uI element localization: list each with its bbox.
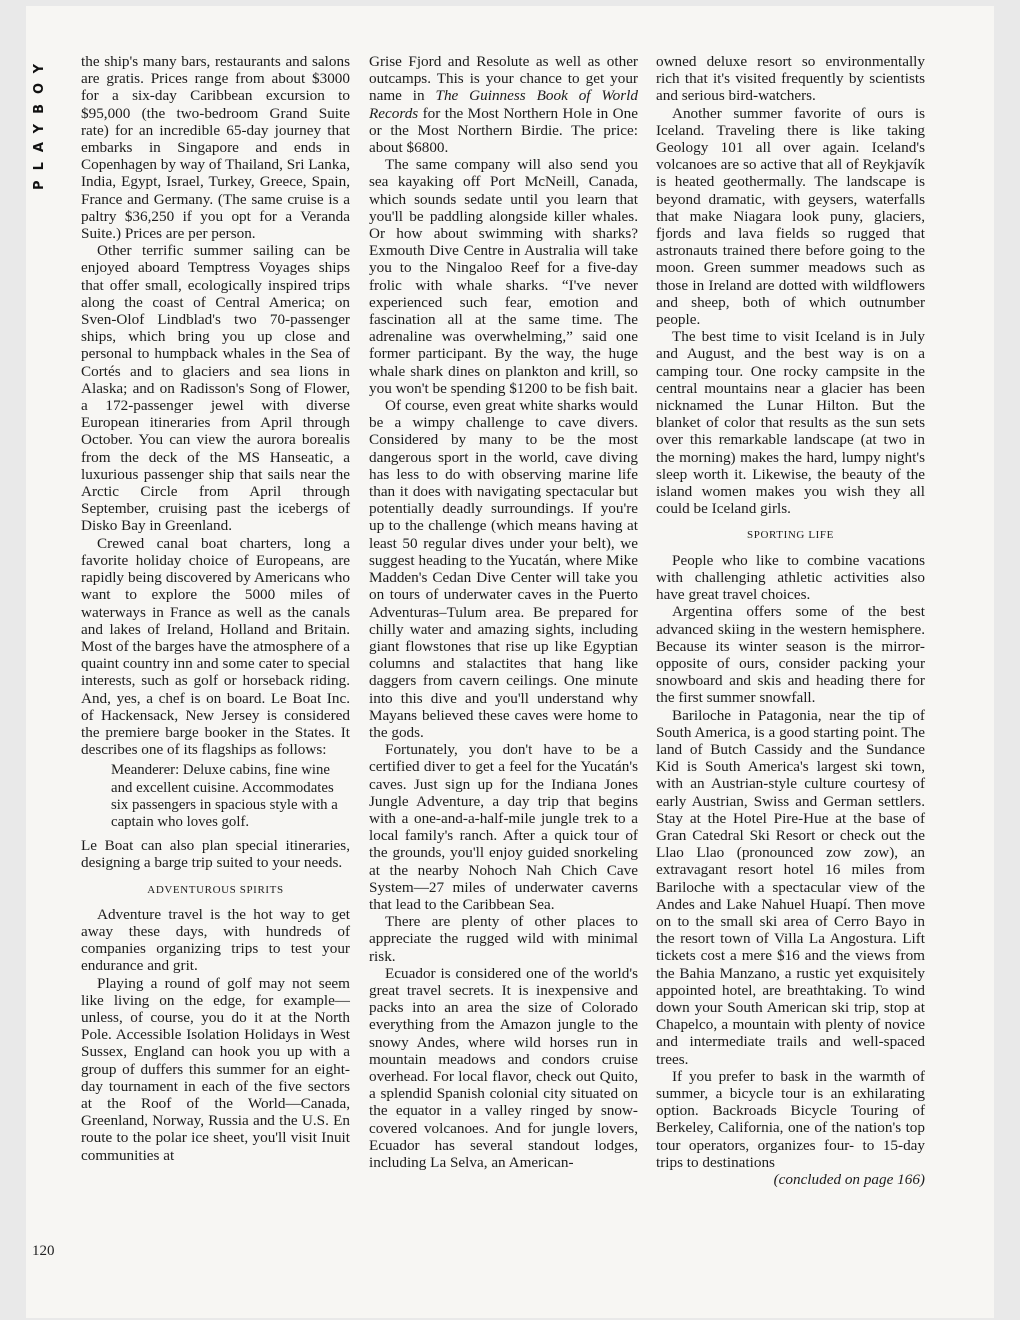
paragraph: owned deluxe resort so environmentally rich that it's visited frequently by scientists and serious bird-watchers.	[656, 53, 925, 105]
paragraph: Of course, even great white sharks would be a wimpy challenge to cave divers. Considered by many to be the most dangerous sport in the world, cave diving has less to do with observing marine life than it does with navigating spectacular but potentially deadly surroundings. If you're up to the challenge (which means having at least 50 regular dives under your belt), we suggest heading to the Yucatán, where Mike Madden's Cedan Dive Center will take you on tours of underwater caves in the Puerto Adventuras–Tulum area. Be prepared for chilly water and amazing sights, including giant flowstones that rise up like Egyptian columns and stalactites that hang like daggers from cavern ceilings. One minute into this dive and you'll understand why Mayans believed these caves were home to the gods.	[369, 397, 638, 741]
article-column-1	[81, 53, 350, 1164]
paragraph: Argentina offers some of the best advanced skiing in the western hemisphere. Because its winter season is the mirror-opposite of ours, consider packing your snowboard and skis and heading there for the first summer snowfall.	[656, 603, 925, 707]
paragraph: People who like to combine vacations with challenging athletic activities also have great travel choices.	[656, 551, 925, 604]
paragraph: Grise Fjord and Resolute as well as other outcamps. This is your chance to get your name in The Guinness Book of World Records for the Most Northern Hole in One or the Most Northern Birdie. The price: about $6800.	[369, 53, 638, 157]
paragraph: Bariloche in Patagonia, near the tip of South America, is a good starting point. The land of Butch Cassidy and the Sundance Kid is South America's largest ski town, with an Austrian-style culture courtesy of early Austrian, Swiss and German settlers. Stay at the Hotel Pire-Hue at the base of Gran Catedral Ski Resort or check out the Llao Llao (pronounced zow zow), an extravagant resort hotel 16 miles from Bariloche with a spectacular view of the Andes and Lake Nahuel Huapí. Then move on to the small ski area of Cerro Bayo in the resort town of Villa La Angostura. Lift tickets cost a mere $16 and the views from the Bahia Manzano, a rustic yet exquisitely appointed hotel, are breathtaking. To wind down your South American ski trip, stop at Chapelco, a mountain with plenty of novice and intermediate trails and well-spaced trees.	[656, 706, 925, 1068]
paragraph: Another summer favorite of ours is Iceland. Traveling there is like taking Geology 101 all over again. Iceland's volcanoes are so active that all of Reykjavík is heated geothermally. The landscape is beyond dramatic, with geysers, waterfalls that make Niagara look puny, glaciers, fjords and lava fields so rugged that astronauts trained there before going to the moon. Green summer meadows such as those in Ireland are dotted with wildflowers and sheep, both of which outnumber people.	[656, 104, 925, 329]
paragraph: Ecuador is considered one of the world's great travel secrets. It is inexpensive and packs into an area the size of Colorado everything from the Amazon jungle to the snowy Andes, where wild horses run in mountain meadows and condors cruise overhead. For local flavor, check out Quito, a splendid Spanish colonial city situated on the equator in a valley ringed by snow-covered volcanoes. And for jungle lovers, Ecuador has several standout lodges, including La Selva, an American-	[369, 964, 638, 1171]
article-column-2	[369, 53, 638, 1171]
paragraph: the ship's many bars, restaurants and salons are gratis. Prices range from about $3000 for a six-day Caribbean excursion to $95,000 (the two-bedroom Grand Suite rate) for an incredible 65-day journey that embarks in Singapore and ends in Copenhagen by way of Thailand, Sri Lanka, India, Egypt, Israel, Turkey, Greece, Spain, France and Germany. (The same cruise is a paltry $36,250 if you opt for a Veranda Suite.) Prices are per person.	[81, 53, 350, 243]
continued-note: (concluded on page 166)	[773, 1171, 925, 1188]
paragraph: The same company will also send you sea kayaking off Port McNeill, Canada, which sounds sedate until you learn that you'll be paddling alongside killer whales. Or how about swimming with sharks? Exmouth Dive Centre in Australia will take you to the Ningaloo Reef for a five-day frolic with whale sharks. “I've never experienced such fear, emotion and fascination all at the same time. The adrenaline was overwhelming,” said one former participant. By the way, the huge whale shark dines on plankton and krill, so you won't be spending $1200 to be fish bait.	[369, 156, 638, 397]
paragraph: Fortunately, you don't have to be a certified diver to get a feel for the Yucatán's caves. Just sign up for the Indiana Jones Jungle Adventure, a day trip that begins with a one-and-a-half-mile jungle trek to a local family's ranch. After a quick tour of the grounds, you'll enjoy guided snorkeling at the nearby Nohoch Nah Chich Cave System—27 miles of underwater caverns that lead to the Caribbean Sea.	[369, 741, 638, 913]
block-quote: Meanderer: Deluxe cabins, fine wine and excellent cuisine. Accommodates six passengers in spacious style with a captain who loves golf.	[111, 762, 338, 830]
paragraph: Adventure travel is the hot way to get away these days, with hundreds of companies organizing trips to test your endurance and grit.	[81, 905, 350, 975]
paragraph: Other terrific summer sailing can be enjoyed aboard Temptress Voyages ships that offer small, ecologically inspired trips along the coast of Central America; on Sven-Olof Lindblad's two 70-passenger ships, which bring you up close and personal to humpback whales in the Sea of Cortés and to glaciers and sea lions in Alaska; and on Radisson's Song of Flower, a 172-passenger jewel with diverse European itineraries from April through October. You can view the aurora borealis from the deck of the MS Hanseatic, a luxurious passenger ship that sails near the Arctic Circle from April through September, cruising past the icebergs of Disko Bay in Greenland.	[81, 242, 350, 535]
paragraph: Playing a round of golf may not seem like living on the edge, for example—unless, of course, you do it at the North Pole. Accessible Isolation Holidays in West Sussex, England can hook you up with a group of duffers this summer for an eight-day tournament in each of the five sectors at the Roof of the World—Canada, Greenland, Norway, Russia and the U.S. En route to the polar ice sheet, you'll visit Inuit communities at	[81, 974, 350, 1164]
paragraph: There are plenty of other places to appreciate the rugged wild with minimal risk.	[369, 913, 638, 965]
paragraph: If you prefer to bask in the warmth of summer, a bicycle tour is an exhilarating option. Backroads Bicycle Touring of Berkeley, California, one of the nation's top tour operators, organizes four- to 15-day trips to destinations	[656, 1067, 925, 1171]
paragraph: Le Boat can also plan special itineraries, designing a barge trip suited to your needs.	[81, 837, 350, 872]
paragraph: Crewed canal boat charters, long a favorite holiday choice of Europeans, are rapidly being discovered by Americans who want to explore the 5000 miles of waterways in France as well as the canals and lakes of Ireland, Holland and Britain. Most of the barges have the atmosphere of a quaint country inn and some cater to special interests, such as golf or horseback riding. And, yes, a chef is on board. Le Boat Inc. of Hackensack, New Jersey is considered the premiere barge booker in the States. It describes one of its flagships as follows:	[81, 534, 350, 759]
page-number: 120	[32, 1243, 55, 1259]
paragraph: The best time to visit Iceland is in July and August, and the best way is on a camping tour. One rocky campsite in the central mountains near a glacier has been nicknamed the Lunar Hilton. But the blanket of color that results as the sun sets over this remarkable landscape (at two in the morning) makes the hard, lumpy night's sleep worth it. Likewise, the beauty of the island women makes you wish they all could be Iceland girls.	[656, 328, 925, 518]
section-heading: SPORTING LIFE	[747, 529, 834, 542]
magazine-side-title: PLAYBOY	[32, 54, 47, 190]
article-column-3	[656, 53, 925, 1188]
section-heading: ADVENTUROUS SPIRITS	[147, 883, 284, 896]
